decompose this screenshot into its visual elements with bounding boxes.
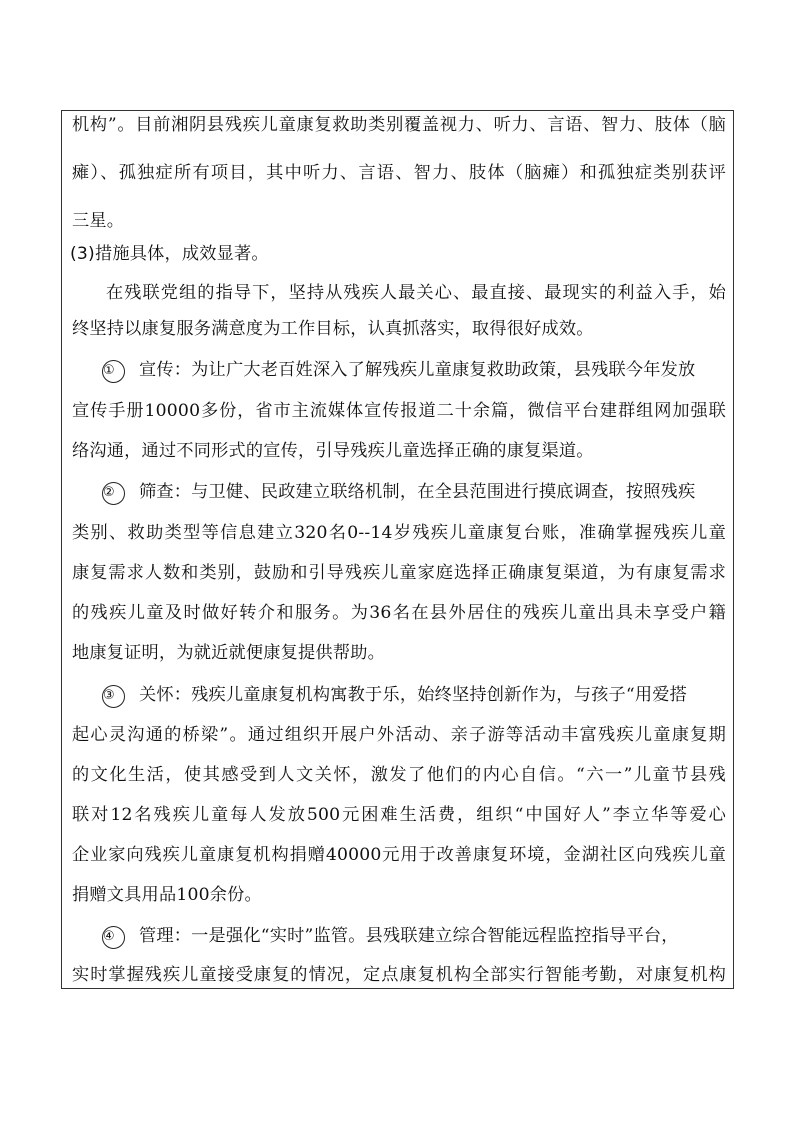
text-line: 终坚持以康复服务满意度为工作目标，认真抓落实，取得很好成效。 — [72, 319, 594, 339]
text-line: 管理：一是强化“实时”监管。县残联建立综合智能远程监控指导平台， — [139, 926, 679, 946]
numbered-item-4 — [102, 921, 726, 951]
item-number-marker: ① — [102, 360, 125, 383]
text-line: 企业家向残疾儿童康复机构捐赠40000元用于改善康复环境，金湖社区向残疾儿童 — [72, 845, 726, 865]
text-line: 机构”。目前湘阴县残疾儿童康复救助类别覆盖视力、听力、言语、智力、肢体（脑 — [72, 115, 726, 135]
text-line: 瘫）、孤独症所有项目，其中听力、言语、智力、肢体（脑瘫）和孤独症类别获评 — [72, 163, 726, 183]
text-line: 在残联党组的指导下，坚持从残疾人最关心、最直接、最现实的利益入手，始 — [106, 283, 726, 303]
section-heading: (3)措施具体，成效显著。 — [70, 244, 269, 264]
text-line: 起心灵沟通的桥梁”。通过组织开展户外活动、亲子游等活动丰富残疾儿童康复期 — [72, 725, 726, 745]
text-line: 三星。 — [72, 211, 125, 231]
text-line: 类别、救助类型等信息建立320名0--14岁残疾儿童康复台账，准确掌握残疾儿童 — [72, 523, 726, 543]
text-line: 筛查：与卫健、民政建立联络机制，在全县范围进行摸底调查，按照残疾 — [139, 482, 696, 502]
text-line: 关怀：残疾儿童康复机构寓教于乐，始终坚持创新作为，与孩子“用爱搭 — [139, 685, 688, 705]
item-number-marker: ④ — [102, 926, 125, 949]
text-line: 实时掌握残疾儿童接受康复的情况，定点康复机构全部实行智能考勤，对康复机构 — [72, 965, 726, 985]
item-number-marker: ③ — [102, 685, 125, 708]
text-line: 联对12名残疾儿童每人发放500元困难生活费，组织“中国好人”李立华等爱心 — [72, 805, 726, 825]
numbered-item-3 — [102, 680, 726, 710]
text-line: 捐赠文具用品100余份。 — [72, 885, 262, 905]
numbered-item-2 — [102, 477, 726, 507]
item-number-marker: ② — [102, 482, 125, 505]
numbered-item-1 — [102, 355, 726, 385]
text-line: 的文化生活，使其感受到人文关怀，激发了他们的内心自信。“六一”儿童节县残 — [72, 765, 726, 785]
text-line: 络沟通，通过不同形式的宣传，引导残疾儿童选择正确的康复渠道。 — [72, 441, 594, 461]
text-line: 的残疾儿童及时做好转介和服务。为36名在县外居住的残疾儿童出具未享受户籍 — [72, 603, 726, 623]
text-line: 康复需求人数和类别，鼓励和引导残疾儿童家庭选择正确康复渠道，为有康复需求 — [72, 563, 726, 583]
text-line: 地康复证明，为就近就便康复提供帮助。 — [72, 643, 385, 663]
text-line: 宣传手册10000多份，省市主流媒体宣传报道二十余篇，微信平台建群组网加强联 — [72, 401, 726, 421]
text-line: 宣传：为让广大老百姓深入了解残疾儿童康复救助政策，县残联今年发放 — [139, 360, 696, 380]
